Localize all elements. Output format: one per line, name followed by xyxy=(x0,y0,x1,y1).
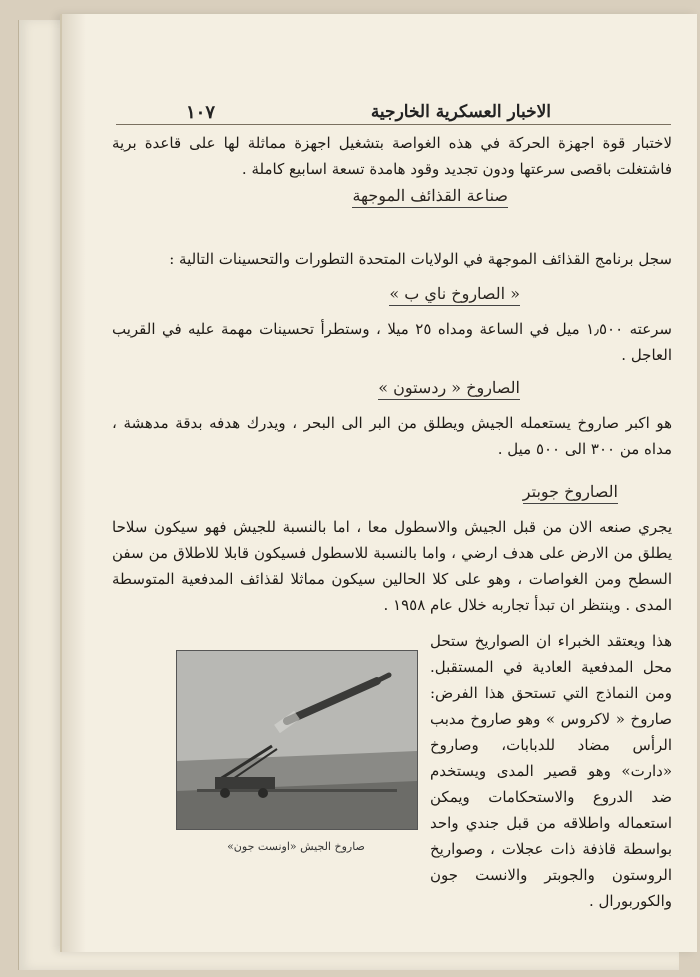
closing-paragraph: هذا ويعتقد الخبراء ان الصواريخ ستحل محل المدفعية العادية في المستقبل. ومن النماذج التي تستحق هذا الفرض: صاروخ « لاكروس » وهو صاروخ مدبب الرأس مضاد للدبابات، وصاروخ «دارت» وهو قصير المدى ويستخدم ضد الدروع والاستحكامات ويمكن استعماله واطلاقه من قبل جندي واحد بواسطة قاذفة ذات عجلات ، وصواريخ الروستون والجوبتر والانست جون والكوربورال . xyxy=(430,632,672,910)
missile-heading-redstone: الصاروخ « ردستون » xyxy=(378,378,520,400)
section-intro: سجل برنامج القذائف الموجهة في الولايات المتحدة التطورات والتحسينات التالية : xyxy=(169,250,672,268)
page-header xyxy=(116,102,671,125)
missile-heading-jupiter: الصاروخ جوبتر xyxy=(523,482,618,504)
photo-caption: صاروخ الجيش «اونست جون» xyxy=(227,840,365,853)
missile-photo xyxy=(176,650,418,830)
section-heading: صناعة القذائف الموجهة xyxy=(352,186,508,208)
page-number: ١٠٧ xyxy=(186,102,216,123)
missile-text-jupiter: يجري صنعه الان من قبل الجيش والاسطول معا ، اما بالنسبة للجيش فهو سيكون سلاحا يطلق من الارض على هدف ارضي ، واما بالنسبة للاسطول فسيكون قابلا للاطلاق من سفن السطح ومن الغواصات ، وهو على كلا الحالين سيكون مماثلا لقذائف المدفعية المتوسطة المدى . وينتظر ان تبدأ تجاربه خلال عام ١٩٥٨ . xyxy=(112,518,672,614)
intro-paragraph: لاختبار قوة اجهزة الحركة في هذه الغواصة بتشغيل اجهزة مماثلة لها على قاعدة برية فاشتغلت باقصى سرعتها ودون تجديد وقود هامدة تسعة اسابيع كاملة . xyxy=(112,134,672,178)
missile-text-redstone: هو اكبر صاروخ يستعمله الجيش ويطلق من البر الى البحر ، ويدرك هدفه بدقة مدهشة ، مداه من ٣٠٠ الى ٥٠٠ ميل . xyxy=(112,414,672,458)
missile-photo-illustration xyxy=(177,651,417,829)
missile-heading-nike: « الصاروخ ناي ب » xyxy=(389,284,520,306)
missile-text-nike: سرعته ١٫٥٠٠ ميل في الساعة ومداه ٢٥ ميلا ، وستطرأ تحسينات مهمة عليه في القريب العاجل . xyxy=(112,320,672,364)
running-title: الاخبار العسكرية الخارجية xyxy=(370,102,551,122)
